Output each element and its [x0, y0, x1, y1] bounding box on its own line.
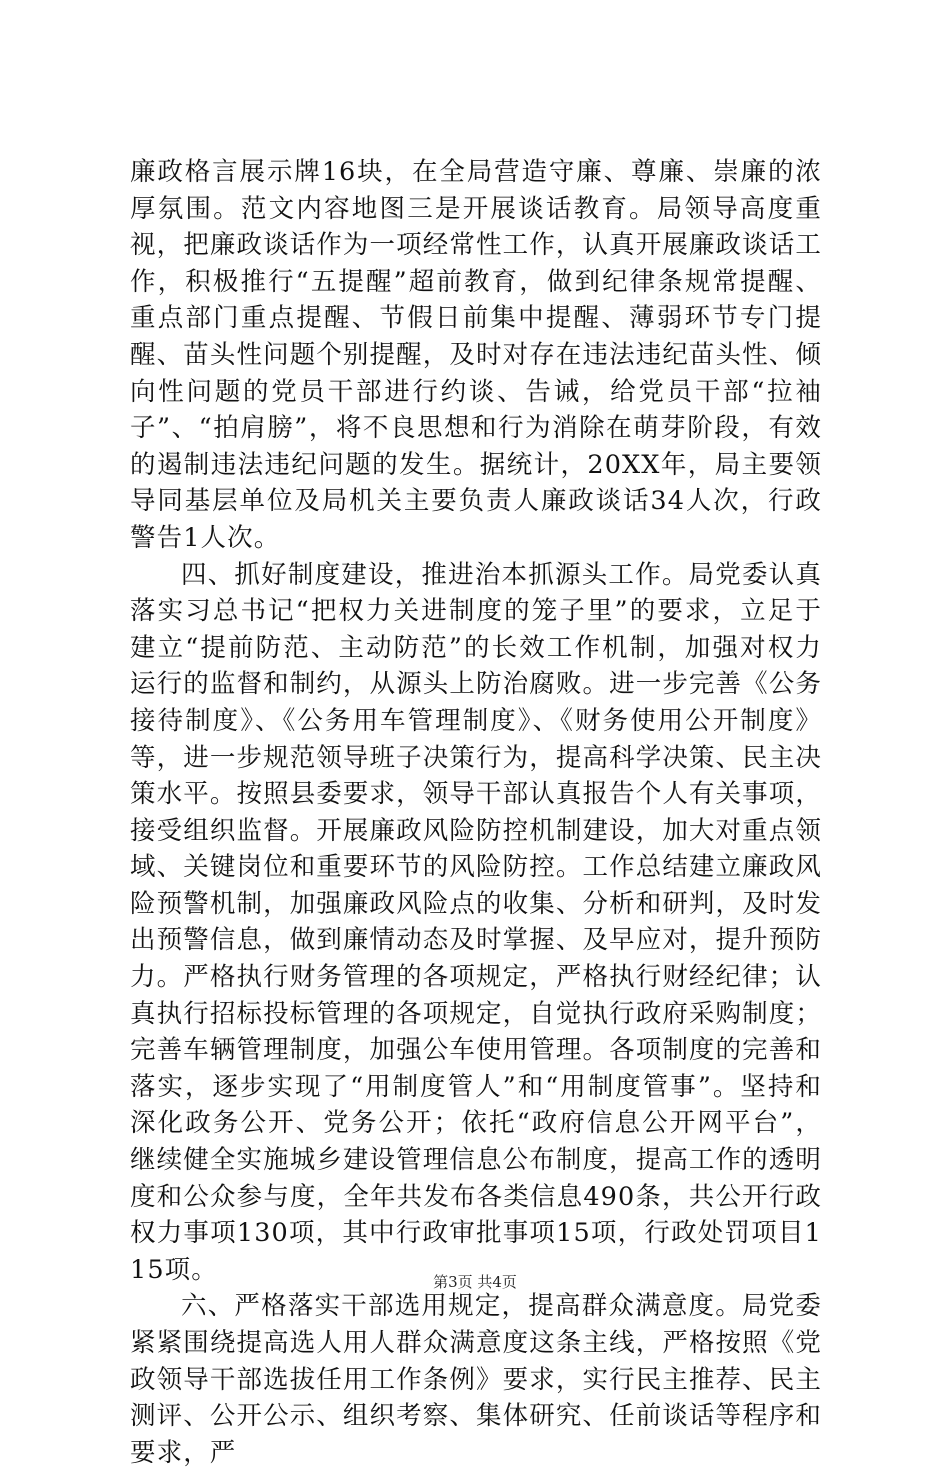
paragraph-1: 廉政格言展示牌16块，在全局营造守廉、尊廉、崇廉的浓厚氛围。范文内容地图三是开展谈话教育。局领导高度重视，把廉政谈话作为一项经常性工作，认真开展廉政谈话工作，积极推行“五提醒”超前教育，做到纪律条规常提醒、重点部门重点提醒、节假日前集中提醒、薄弱环节专门提醒、苗头性问题个别提醒，及时对存在违法违纪苗头性、倾向性问题的党员干部进行约谈、告诫，给党员干部“拉袖子”、“拍肩膀”，将不良思想和行为消除在萌芽阶段，有效的遏制违法违纪问题的发生。据统计，20XX年，局主要领导同基层单位及局机关主要负责人廉政谈话34人次，行政警告1人次。	[130, 157, 822, 553]
paragraph-2: 四、抓好制度建设，推进治本抓源头工作。局党委认真落实习总书记“把权力关进制度的笼子里”的要求，立足于建立“提前防范、主动防范”的长效工作机制，加强对权力运行的监督和制约，从源头上防治腐败。进一步完善《公务接待制度》、《公务用车管理制度》、《财务使用公开制度》等，进一步规范领导班子决策行为，提高科学决策、民主决策水平。按照县委要求，领导干部认真报告个人有关事项，接受组织监督。开展廉政风险防控机制建设，加大对重点领域、关键岗位和重要环节的风险防控。工作总结建立廉政风险预警机制，加强廉政风险点的收集、分析和研判，及时发出预警信息，做到廉情动态及时掌握、及早应对，提升预防力。严格执行财务管理的各项规定，严格执行财经纪律；认真执行招标投标管理的各项规定，自觉执行政府采购制度；完善车辆管理制度，加强公车使用管理。各项制度的完善和落实，逐步实现了“用制度管人”和“用制度管事”。坚持和深化政务公开、党务公开；依托“政府信息公开网平台”，继续健全实施城乡建设管理信息公布制度，提高工作的透明度和公众参与度，全年共发布各类信息490条，共公开行政权力事项130项，其中行政审批事项15项，行政处罚项目115项。	[130, 559, 822, 1285]
page-footer: 第3页 共4页	[433, 1273, 517, 1291]
paragraph-3: 六、严格落实干部选用规定，提高群众满意度。局党委紧紧围绕提高选人用人群众满意度这条主线，严格按照《党政领导干部选拔任用工作条例》要求，实行民主推荐、民主测评、公开公示、组织考察、集体研究、任前谈话等程序和要求，严	[130, 1291, 822, 1468]
